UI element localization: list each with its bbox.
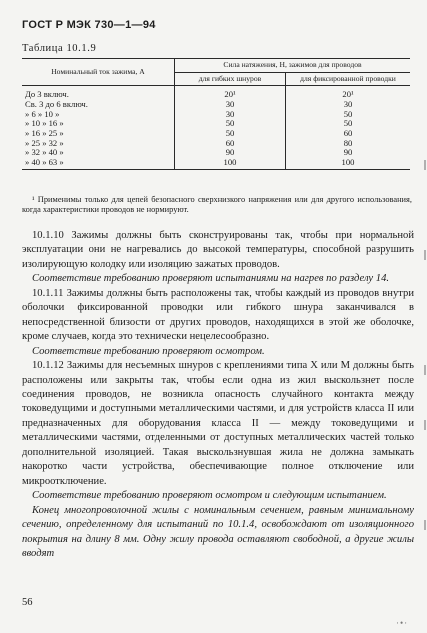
cell-current: До 3 включ.: [25, 89, 69, 100]
cell-current: » 25 » 32 »: [25, 137, 64, 148]
cell-flexible: 50: [175, 119, 286, 129]
column-header-force-group: Сила натяжения, Н, зажимов для проводов: [175, 59, 411, 73]
cell-flexible: 100: [175, 158, 286, 169]
cell-flexible: 20¹: [175, 86, 286, 100]
document-header: ГОСТ Р МЭК 730—1—94: [22, 19, 156, 31]
margin-mark: [424, 520, 426, 530]
cell-current: » 40 » 63 »: [22, 158, 175, 169]
margin-mark: [424, 250, 426, 260]
requirement-note: Конец многопроволочной жилы с номинальным сечением, равным минимальному сечению, определенному для испытаний по 10.1.4, освобождают от изоляционного покрытия на длину 8 мм. Одну жилу провода оставляют свободной, а другие жилы вводят: [22, 504, 414, 559]
requirement-note: Соответствие требованию проверяют осмотром.: [32, 345, 265, 357]
table-row: [22, 158, 410, 169]
clause-paragraph: 10.1.11 Зажимы должны быть расположены так, чтобы каждый из проводов внутри оболочки фиксированной проводки или гибкого шнура заканчивался в непосредственной близости от других проводов, находящихся в этой же оболочке, кроме случаев, когда это технически нецелесообразно.: [22, 287, 414, 343]
cell-fixed: 100: [286, 158, 411, 169]
cell-flexible: 30: [175, 110, 286, 120]
force-table: [22, 58, 410, 170]
cell-fixed: 80: [286, 139, 411, 149]
margin-mark: [424, 365, 426, 375]
requirement-note: Соответствие требованию проверяют испытаниями на нагрев по разделу 14.: [32, 273, 390, 285]
column-header-fixed: для фиксированной проводки: [286, 72, 411, 86]
table-row: [22, 86, 410, 100]
cell-flexible: 30: [175, 100, 286, 110]
column-header-current: Номинальный ток зажима, А: [22, 59, 175, 86]
table-footnote: ¹ Применимы только для цепей безопасного сверхнизкого напряжения или для другого использования, когда характеристики проводов не нормируют.: [22, 195, 412, 215]
cell-fixed: 50: [286, 110, 411, 120]
column-header-flexible: для гибких шнуров: [175, 72, 286, 86]
clause-paragraph: 10.1.12 Зажимы для несъемных шнуров с креплениями типа X или M должны быть расположены или закрыты так, чтобы если одна из жил выскользнет после соединения проводов, не возникла опасность случайного контакта между токоведущими и доступными металлическими частями, и для устройств класса II или предназначенных для оборудования класса II — между токоведущими и металлическими частями, отделенными от доступных металлических частей только дополнительной изоляцией. Такая выскользнувшая жила не должна замыкать накоротко части устройства, обеспечивающие полное отключение или микроотключение.: [22, 360, 414, 487]
cell-current: » 6 » 10 »: [25, 108, 60, 119]
requirement-note: Соответствие требованию проверяют осмотром и следующим испытанием.: [32, 490, 387, 502]
cell-flexible: 60: [175, 139, 286, 149]
scan-artifact: ·•·: [396, 618, 409, 628]
clause-paragraph: 10.1.10 Зажимы должны быть сконструированы так, чтобы при нормальной эксплуатации они не нагревались до высокой температуры, способной разрушить изолирующую колодку или изоляцию зажатых проводов.: [22, 230, 414, 270]
cell-current: » 10 » 16 »: [25, 118, 64, 129]
margin-mark: [424, 160, 426, 170]
cell-flexible: 90: [175, 148, 286, 158]
margin-mark: [424, 420, 426, 430]
cell-fixed: 50: [286, 119, 411, 129]
cell-current: Св. 3 до 6 включ.: [25, 98, 88, 109]
cell-fixed: 90: [286, 148, 411, 158]
cell-fixed: 20¹: [286, 86, 411, 100]
cell-fixed: 60: [286, 129, 411, 139]
cell-current: » 16 » 25 »: [25, 127, 64, 138]
cell-current: » 32 » 40 »: [25, 147, 64, 158]
document-body: [22, 229, 414, 561]
cell-fixed: 30: [286, 100, 411, 110]
table-caption: Таблица 10.1.9: [22, 43, 97, 54]
cell-flexible: 50: [175, 129, 286, 139]
page-number: 56: [22, 597, 33, 608]
